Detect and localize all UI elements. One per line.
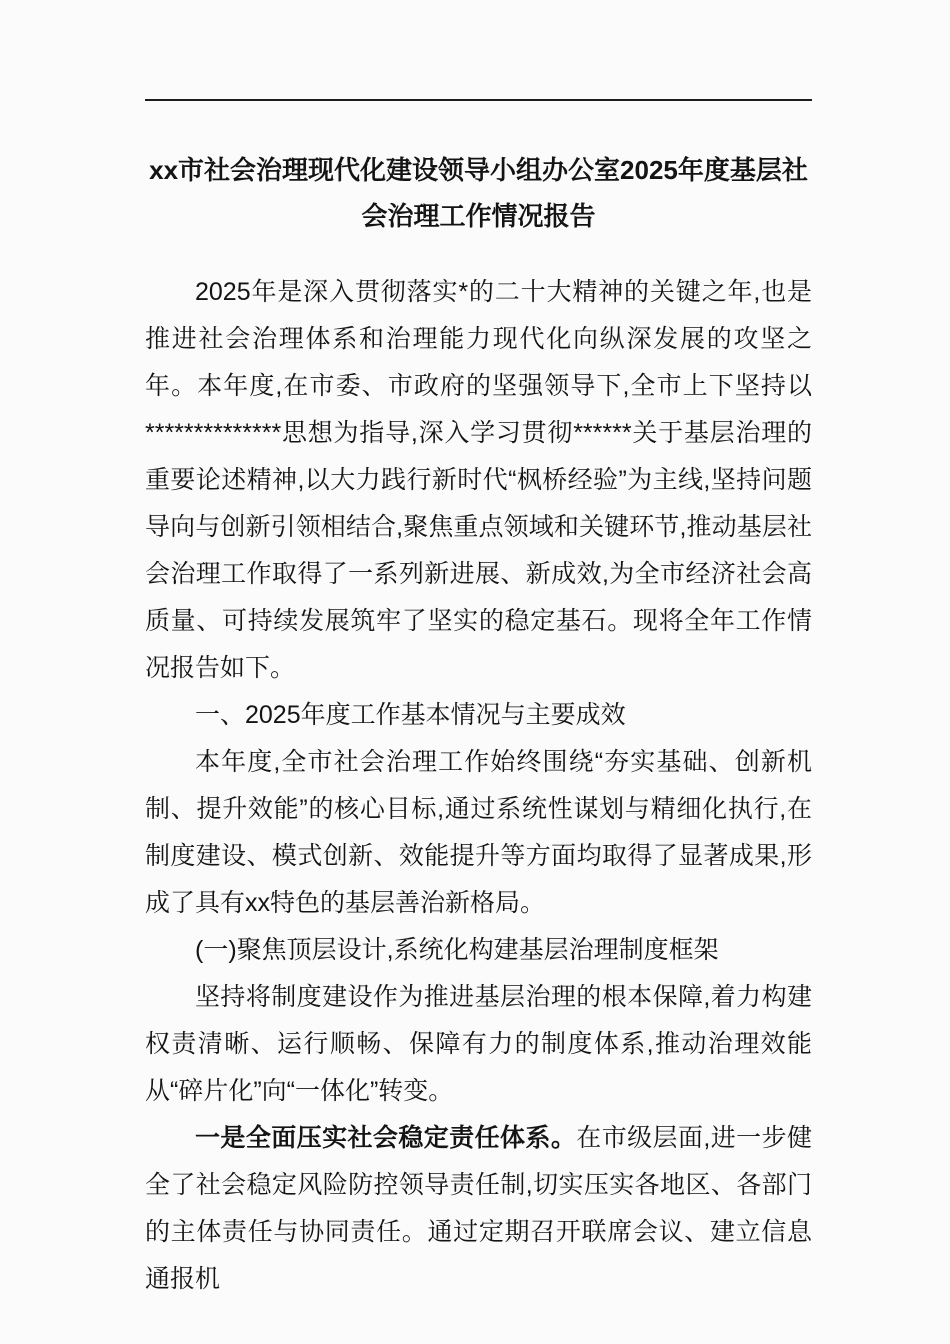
paragraph-overview: 本年度,全市社会治理工作始终围绕“夯实基础、创新机制、提升效能”的核心目标,通过系统性谋划与精细化执行,在制度建设、模式创新、效能提升等方面均取得了显著成果,形成了具有xx特色的基层善治新格局。 [145, 748, 812, 917]
subsection-heading-1-1: (一)聚焦顶层设计,系统化构建基层治理制度框架 [195, 936, 719, 964]
paragraph-responsibility [145, 1115, 812, 1303]
paragraph-intro: 2025年是深入贯彻落实*的二十大精神的关键之年,也是推进社会治理体系和治理能力现代化向纵深发展的攻坚之年。本年度,在市委、市政府的坚强领导下,全市上下坚持以**************思想为指导,深入学习贯彻******关于基层治理的重要论述精神,以大力践行新时代“枫桥经验”为主线,坚持问题导向与创新引领相结合,聚焦重点领域和关键环节,推动基层社会治理工作取得了一系列新进展、新成效,为全市经济社会高质量、可持续发展筑牢了坚实的稳定基石。现将全年工作情况报告如下。 [145, 278, 812, 682]
paragraph-bold-lead: 一是全面压实社会稳定责任体系。 [195, 1124, 577, 1152]
paragraph-body-text: 在市级层面,进一步健全了社会稳定风险防控领导责任制,切实压实各地区、各部门的主体责任与协同责任。通过定期召开联席会议、建立信息通报机 [145, 1124, 812, 1293]
paragraph-institutional: 坚持将制度建设作为推进基层治理的根本保障,着力构建权责清晰、运行顺畅、保障有力的制度体系,推动治理效能从“碎片化”向“一体化”转变。 [145, 983, 812, 1105]
section-heading-1: 一、2025年度工作基本情况与主要成效 [195, 701, 626, 729]
document-title: xx市社会治理现代化建设领导小组办公室2025年度基层社会治理工作情况报告 [149, 155, 808, 231]
header-divider-line [145, 99, 812, 101]
